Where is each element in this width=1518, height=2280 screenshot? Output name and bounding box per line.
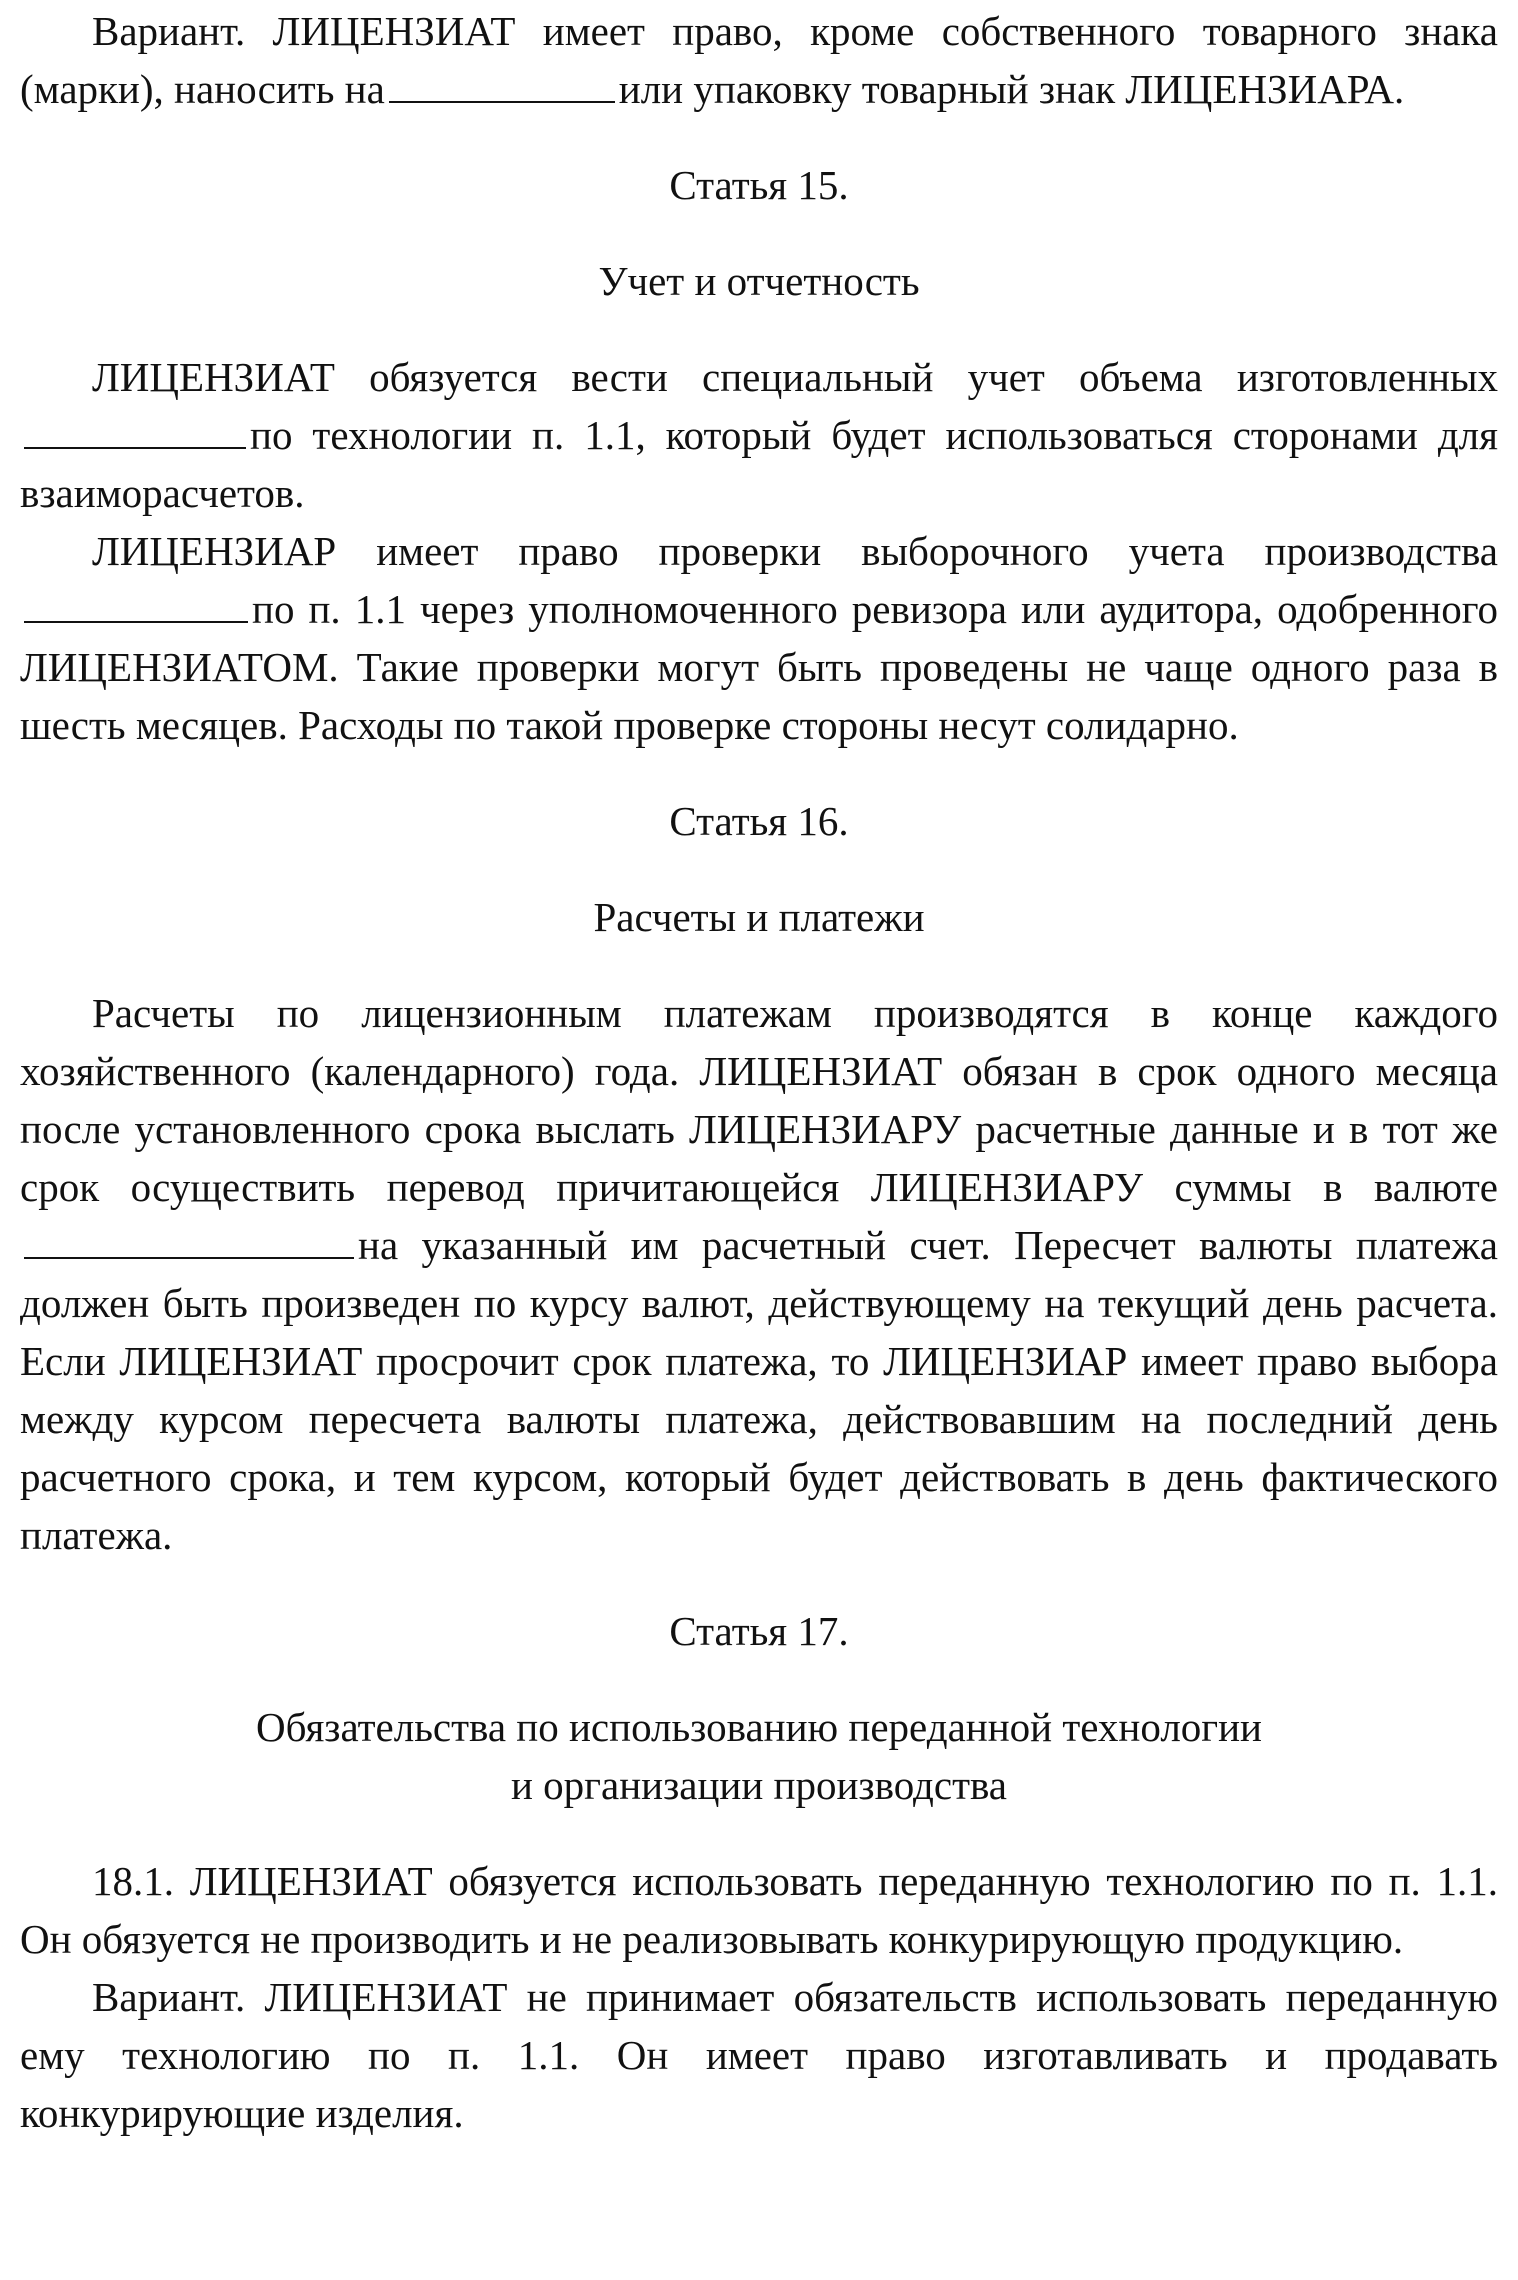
article-16-paragraph-1 — [20, 984, 1498, 1564]
article-15-p2-part2: по п. 1.1 через уполномоченного ревизора или аудитора, одобренного ЛИЦЕНЗИАТОМ. Такие проверки могут быть проведены не чаще одного раза в шесть месяцев. Расходы по такой проверке стороны несут солидарно. — [20, 586, 1498, 748]
article-17-title — [20, 1698, 1498, 1814]
intro-paragraph — [20, 0, 1498, 118]
article-15-p1-part1: ЛИЦЕНЗИАТ обязуется вести специальный учет объема изготовленных — [92, 354, 1498, 400]
article-15-p1-part2: по технологии п. 1.1, который будет использоваться сторонами для взаиморасчетов. — [20, 412, 1498, 516]
article-17-paragraph-2: Вариант. ЛИЦЕНЗИАТ не принимает обязательств использовать переданную ему технологию по п. 1.1. Он имеет право изготавливать и продавать конкурирующие изделия. — [20, 1974, 1498, 2136]
blank-line — [24, 585, 248, 623]
article-15-p2-part1: ЛИЦЕНЗИАР имеет право проверки выборочного учета производства — [92, 528, 1498, 574]
article-15-title: Учет и отчетность — [598, 258, 920, 304]
intro-text-part2: или упаковку товарный знак ЛИЦЕНЗИАРА. — [618, 66, 1405, 112]
article-16-number: Статья 16. — [669, 798, 849, 844]
article-16-title: Расчеты и платежи — [593, 894, 925, 940]
article-15-number: Статья 15. — [669, 162, 849, 208]
article-16-p1-part1: Расчеты по лицензионным платежам производятся в конце каждого хозяйственного (календарного) года. ЛИЦЕНЗИАТ обязан в срок одного месяца после установленного срока выслать ЛИЦЕНЗИАРУ расчетные данные и в тот же срок осуществить перевод причитающейся ЛИЦЕНЗИАРУ суммы в валюте — [20, 990, 1498, 1210]
blank-line — [24, 1221, 354, 1259]
article-17-title-line1: Обязательства по использованию переданной технологии — [256, 1704, 1262, 1750]
intro-text-part1: Вариант. ЛИЦЕНЗИАТ имеет право, кроме собственного товарного знака (марки), наносить на — [20, 8, 1498, 112]
article-17-number: Статья 17. — [669, 1608, 849, 1654]
blank-line — [24, 411, 246, 449]
article-16-p1-part2: на указанный им расчетный счет. Пересчет валюты платежа должен быть произведен по курсу валют, действующему на текущий день расчета. Если ЛИЦЕНЗИАТ просрочит срок платежа, то ЛИЦЕНЗИАР имеет право выбора между курсом пересчета валюты платежа, действовавшим на последний день расчетного срока, и тем курсом, который будет действовать в день фактического платежа. — [20, 1222, 1498, 1558]
blank-line — [389, 65, 615, 103]
document-page — [20, 0, 1498, 2142]
article-17-title-line2: и организации производства — [510, 1762, 1008, 1808]
article-15-paragraph-1 — [20, 348, 1498, 522]
article-17-paragraph-1: 18.1. ЛИЦЕНЗИАТ обязуется использовать переданную технологию по п. 1.1. Он обязуется не производить и не реализовывать конкурирующую продукцию. — [20, 1858, 1498, 1962]
article-15-paragraph-2 — [20, 522, 1498, 754]
